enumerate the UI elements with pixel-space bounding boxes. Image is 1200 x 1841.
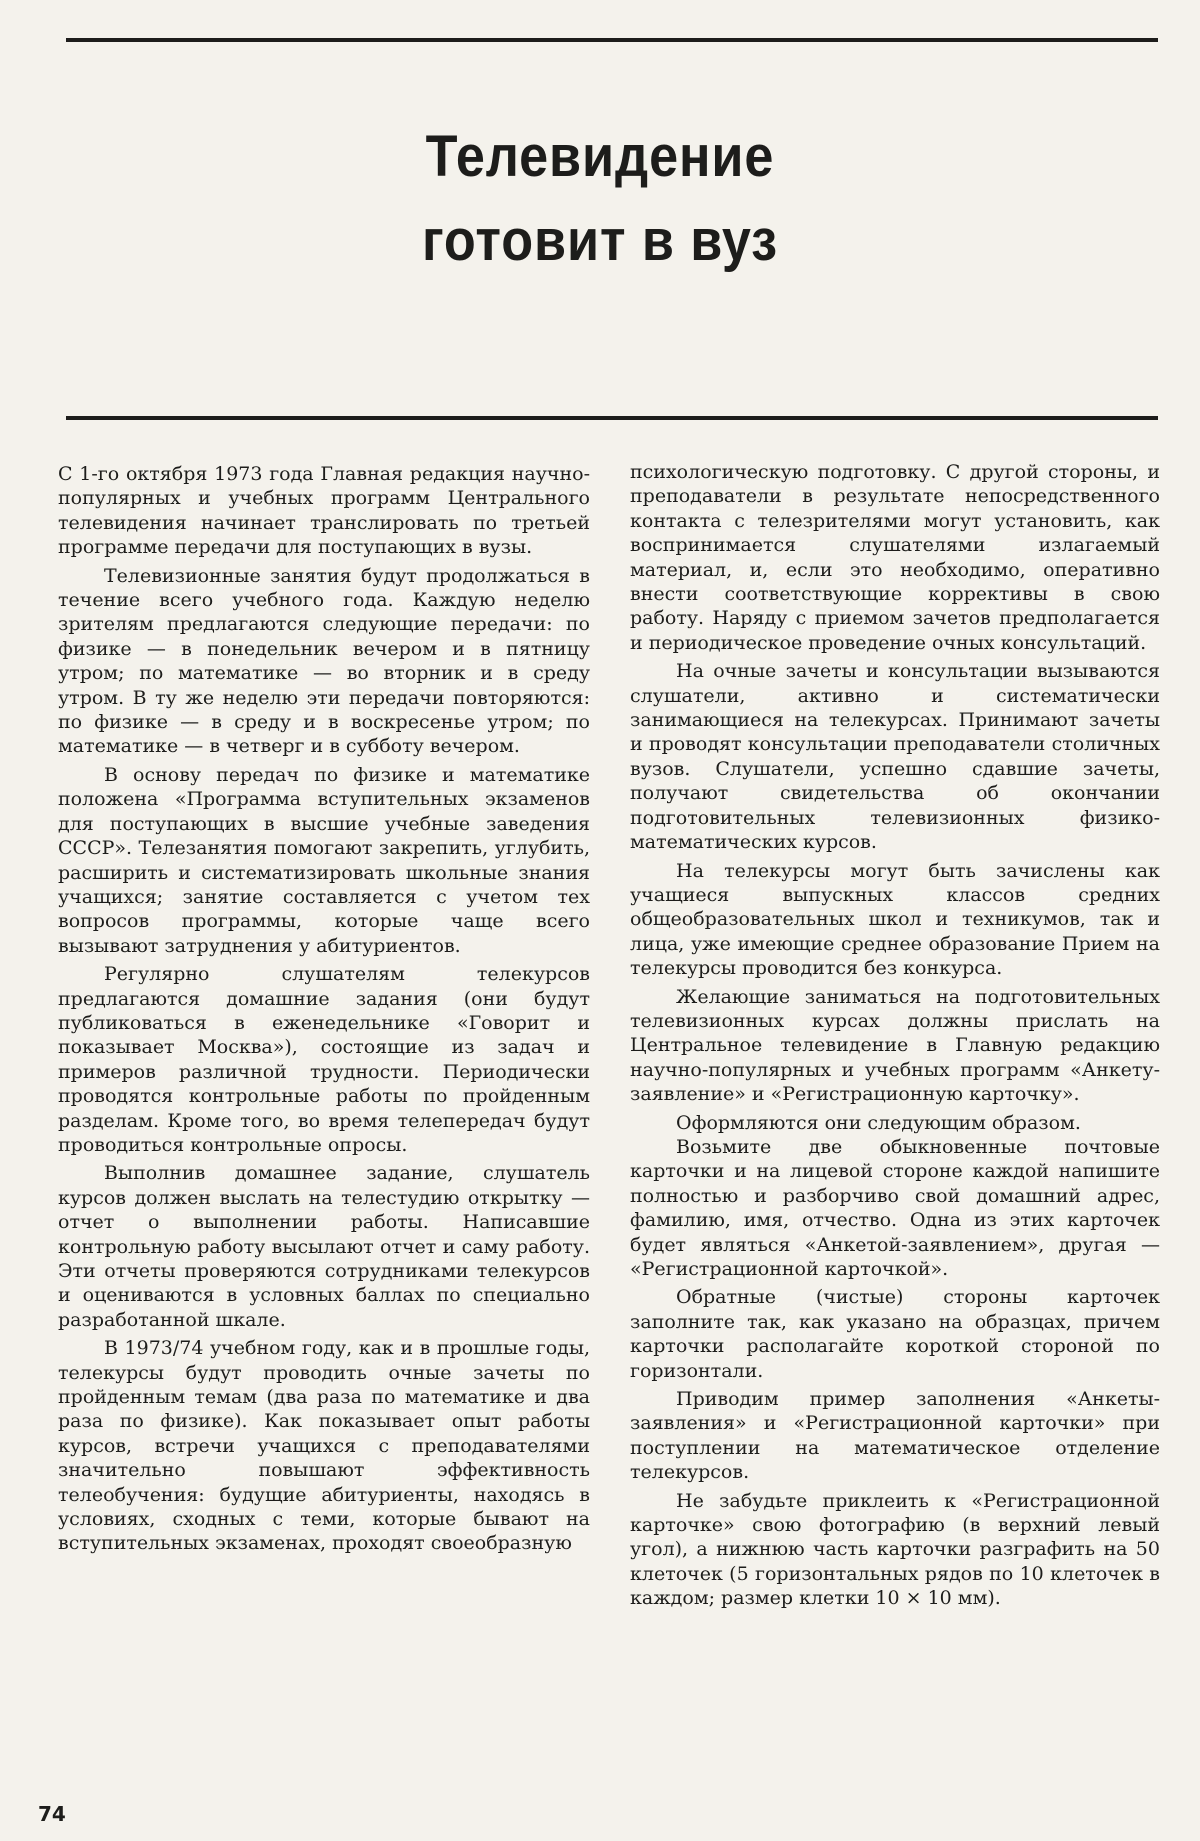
paragraph: Регулярно слушателям телекурсов предлагаются домашние задания (они будут публиковаться в еженедельнике «Говорит и показывает Москва»), состоящие из задач и примеров различной трудности. Периодически проводятся контрольные работы по пройденным разделам. Кроме того, во время телепередач будут проводиться контрольные опросы. [58, 963, 590, 1156]
paragraph: психологическую подготовку. С другой стороны, и преподаватели в результате непосредственного контакта с телезрителями могут установить, как воспринимается слушателями излагаемый материал, и, если это необходимо, оперативно внести соответствующие коррективы в свою работу. Наряду с приемом зачетов предполагается и периодическое проведение очных консультаций. [630, 461, 1160, 654]
section-rule [66, 416, 1158, 420]
paragraph: Телевизионные занятия будут продолжаться в течение всего учебного года. Каждую неделю зрителям предлагаются следующие передачи: по физике — в понедельник вечером и в пятницу утром; по математике — во вторник и в среду утром. В ту же неделю эти передачи повторяются: по физике — в среду и в воскресенье утром; по математике — в четверг и в субботу вечером. [58, 564, 590, 758]
paragraph: Выполнив домашнее задание, слушатель курсов должен выслать на телестудию открытку — отчет о выполнении работы. Написавшие контрольную работу высылают отчет и саму работу. Эти отчеты проверяются сотрудниками телекурсов и оцениваются в условных баллах по специально разработанной шкале. [58, 1162, 590, 1331]
paragraph: С 1-го октября 1973 года Главная редакция научно-популярных и учебных программ Центрального телевидения начинает транслировать по третьей программе передачи для поступающих в вузы. [58, 463, 590, 559]
left-column [58, 462, 590, 1556]
right-column [630, 460, 1160, 1611]
page-number: 74 [38, 1802, 66, 1826]
top-rule [66, 38, 1158, 42]
paragraph: Не забудьте приклеить к «Регистрационной карточке» свою фотографию (в верхний левый угол), а нижнюю часть карточки разграфить на 50 клеточек (5 горизонтальных рядов по 10 клеточек в каждом; размер клетки 10 × 10 мм). [630, 1489, 1160, 1610]
paragraph: Желающие заниматься на подготовительных телевизионных курсах должны прислать на Центральное телевидение в Главную редакцию научно-популярных и учебных программ «Анкету-заявление» и «Регистрационную карточку». [630, 985, 1160, 1106]
paragraph: На телекурсы могут быть зачислены как учащиеся выпускных классов средних общеобразовательных школ и техникумов, так и лица, уже имеющие среднее образование Прием на телекурсы проводится без конкурса. [630, 859, 1160, 980]
paragraph: Оформляются они следующим образом. [676, 1111, 1081, 1134]
paragraph: Приводим пример заполнения «Анкеты-заявления» и «Регистрационной карточки» при поступлении на математическое отделение телекурсов. [630, 1388, 1160, 1484]
paragraph: Возьмите две обыкновенные почтовые карточки и на лицевой стороне каждой напишите полностью и разборчиво свой домашний адрес, фамилию, имя, отчество. Одна из этих карточек будет являться «Анкетой-заявлением», другая — «Регистрационной карточкой». [630, 1135, 1160, 1280]
paragraph: В 1973/74 учебном году, как и в прошлые годы, телекурсы будут проводить очные зачеты по пройденным темам (два раза по математике и два раза по физике). Как показывает опыт работы курсов, встречи учащихся с преподавателями значительно повышают эффективность телеобучения: будущие абитуриенты, находясь в условиях, сходных с теми, которые бывают на вступительных экзаменах, проходят своеобразную [58, 1337, 590, 1555]
title-line-1: Телевидение [425, 124, 775, 189]
article-title [0, 115, 1200, 283]
paragraph: В основу передач по физике и математике положена «Программа вступительных экзаменов для поступающих в высшие учебные заведения СССР». Телезанятия помогают закрепить, углубить, расширить и систематизировать школьные знания учащихся; занятие составляется с учетом тех вопросов программы, которые чаще всего вызывают затруднения у абитуриентов. [58, 763, 590, 957]
title-line-2: готовит в вуз [421, 208, 779, 273]
paragraph: Обратные (чистые) стороны карточек заполните так, как указано на образцах, причем карточки располагайте короткой стороной по горизонтали. [630, 1286, 1160, 1382]
paragraph: На очные зачеты и консультации вызываются слушатели, активно и систематически занимающиеся на телекурсах. Принимают зачеты и проводят консультации преподаватели столичных вузов. Слушатели, успешно сдавшие зачеты, получают свидетельства об окончании подготовительных телевизионных физико-математических курсов. [630, 660, 1160, 854]
